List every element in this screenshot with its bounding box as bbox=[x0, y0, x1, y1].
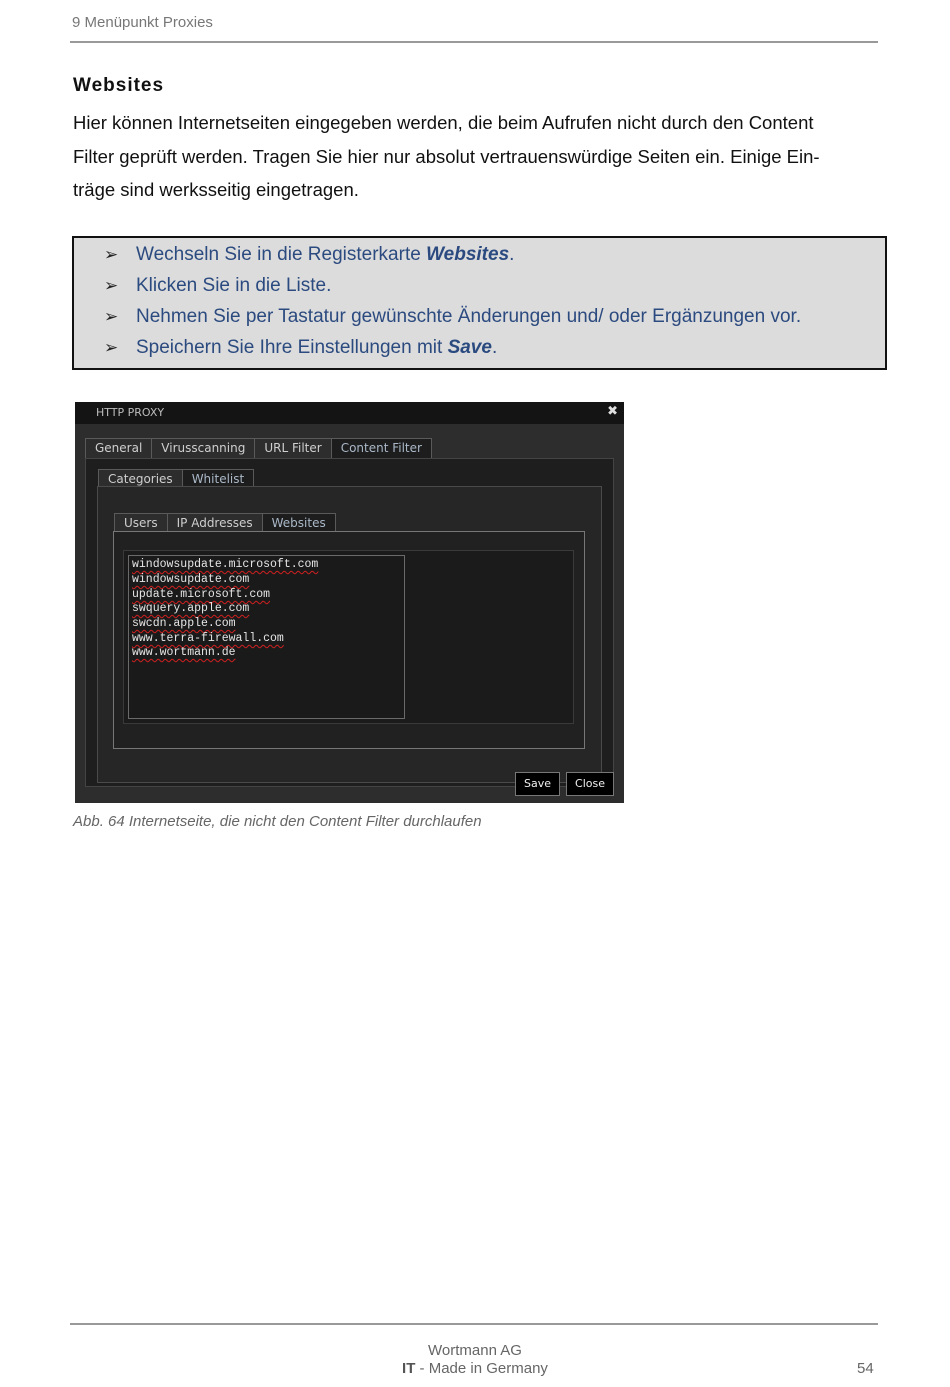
inner-tabs bbox=[114, 513, 335, 533]
tab-whitelist[interactable]: Whitelist bbox=[182, 469, 255, 489]
running-header: 9 Menüpunkt Proxies bbox=[72, 14, 213, 31]
figure-caption: Abb. 64 Internetseite, die nicht den Content Filter durchlaufen bbox=[73, 813, 482, 830]
step-item: ➢ Wechseln Sie in die Registerkarte Websites. bbox=[104, 244, 515, 265]
tab-content-filter[interactable]: Content Filter bbox=[331, 438, 432, 458]
intro-paragraph bbox=[73, 106, 873, 207]
list-item[interactable]: update.microsoft.com bbox=[132, 588, 271, 601]
instruction-box bbox=[72, 236, 887, 370]
dialog-title: HTTP PROXY bbox=[96, 406, 165, 419]
arrow-bullet-icon: ➢ bbox=[104, 307, 119, 326]
emphasis-save: Save bbox=[447, 337, 492, 358]
list-item[interactable]: swcdn.apple.com bbox=[132, 617, 236, 630]
list-item[interactable]: www.wortmann.de bbox=[132, 646, 236, 659]
footer-divider bbox=[70, 1323, 878, 1325]
emphasis-websites: Websites bbox=[426, 244, 510, 265]
list-item[interactable]: windowsupdate.com bbox=[132, 573, 250, 586]
intro-line: träge sind werksseitig eingetragen. bbox=[73, 179, 359, 200]
footer-company: Wortmann AG bbox=[428, 1342, 522, 1359]
main-tabs bbox=[85, 438, 431, 458]
tab-ip-addresses[interactable]: IP Addresses bbox=[167, 513, 263, 533]
close-button[interactable]: Close bbox=[566, 772, 614, 796]
intro-line: Hier können Internetseiten eingegeben werden, die beim Aufrufen nicht durch den Content bbox=[73, 112, 814, 133]
save-button[interactable]: Save bbox=[515, 772, 560, 796]
dialog-titlebar bbox=[75, 402, 624, 424]
page-number: 54 bbox=[857, 1360, 874, 1377]
tab-url-filter[interactable]: URL Filter bbox=[254, 438, 331, 458]
section-title: Websites bbox=[73, 75, 165, 96]
arrow-bullet-icon: ➢ bbox=[104, 245, 119, 264]
footer-tagline: IT - Made in Germany bbox=[402, 1360, 548, 1377]
tab-virusscanning[interactable]: Virusscanning bbox=[151, 438, 255, 458]
arrow-bullet-icon: ➢ bbox=[104, 276, 119, 295]
close-icon[interactable]: ✖ bbox=[607, 404, 618, 419]
http-proxy-dialog-screenshot bbox=[75, 402, 624, 803]
tab-users[interactable]: Users bbox=[114, 513, 168, 533]
tab-categories[interactable]: Categories bbox=[98, 469, 183, 489]
tab-websites[interactable]: Websites bbox=[262, 513, 336, 533]
list-item[interactable]: swquery.apple.com bbox=[132, 602, 250, 615]
list-item[interactable]: www.terra-firewall.com bbox=[132, 632, 284, 645]
step-item: ➢ Klicken Sie in die Liste. bbox=[104, 275, 332, 296]
websites-list[interactable] bbox=[128, 555, 405, 719]
step-item: ➢ Nehmen Sie per Tastatur gewünschte Änderungen und/ oder Ergänzungen vor. bbox=[104, 306, 802, 327]
step-item: ➢ Speichern Sie Ihre Einstellungen mit Save. bbox=[104, 337, 498, 358]
arrow-bullet-icon: ➢ bbox=[104, 338, 119, 357]
tab-general[interactable]: General bbox=[85, 438, 152, 458]
header-divider bbox=[70, 41, 878, 43]
list-item[interactable]: windowsupdate.microsoft.com bbox=[132, 558, 319, 571]
intro-line: Filter geprüft werden. Tragen Sie hier nur absolut vertrauenswürdige Seiten ein. Einige Ein- bbox=[73, 145, 820, 167]
